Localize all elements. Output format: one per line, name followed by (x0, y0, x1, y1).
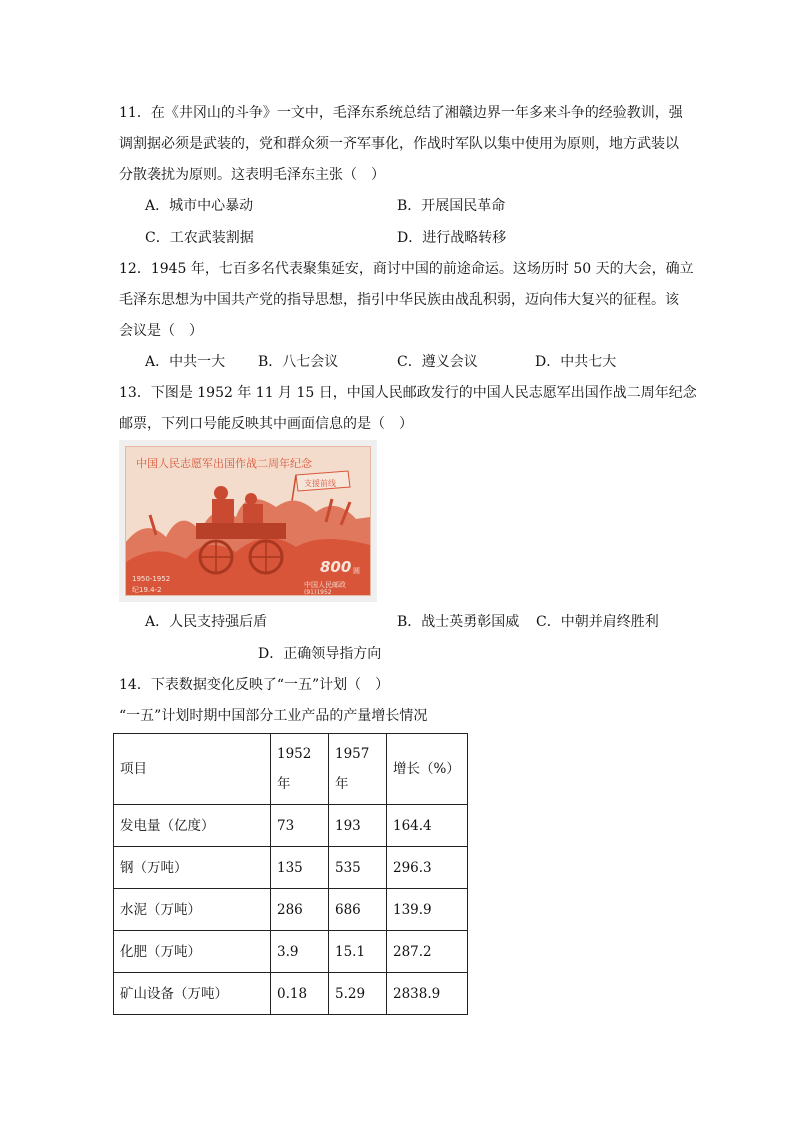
header-1957 (329, 734, 387, 805)
cell-growth: 287.2 (387, 931, 468, 973)
q11-option-a: A．城市中心暴动 (145, 198, 254, 214)
q14-table-title: “一五”计划时期中国部分工业产品的产量增长情况 (119, 708, 428, 724)
cell-growth: 164.4 (387, 805, 468, 847)
header-1952-unit: 年 (277, 776, 291, 792)
header-growth: 增长（%） (387, 734, 468, 805)
stamp-code-right: (91)1952 (304, 589, 332, 595)
q12-stem-line-2: 毛泽东思想为中国共产党的指导思想，指引中华民族由战乱积弱，迈向伟大复兴的征程。该 (119, 292, 679, 308)
production-table (113, 733, 468, 1015)
q12-option-c: C．遵义会议 (397, 354, 478, 370)
cell-1952: 3.9 (271, 931, 329, 973)
q14-stem: 14．下表数据变化反映了“一五”计划（ ） (119, 677, 390, 693)
q12-option-a: A．中共一大 (145, 354, 226, 370)
q12-stem-line-3: 会议是（ ） (119, 323, 203, 339)
header-1957-unit: 年 (335, 776, 349, 792)
table-row (114, 847, 468, 889)
stamp-country: 中国人民邮政 (304, 581, 346, 589)
commemorative-stamp-image (119, 440, 377, 602)
header-1952 (271, 734, 329, 805)
q11-option-c: C．工农武装割据 (145, 230, 254, 246)
q13-stem-line-1: 13．下图是 1952 年 11 月 15 日，中国人民邮政发行的中国人民志愿军出国作战二周年纪念 (119, 385, 697, 401)
stamp-banner: 支援前线 (304, 479, 336, 488)
q13-stem-line-2: 邮票，下列口号能反映其中画面信息的是（ ） (119, 416, 413, 432)
table-header-row (114, 734, 468, 805)
table-row (114, 931, 468, 973)
cell-item: 化肥（万吨） (114, 931, 271, 973)
q13-option-b: B．战士英勇彰国威 (397, 614, 520, 630)
cell-item: 矿山设备（万吨） (114, 973, 271, 1015)
cell-item: 发电量（亿度） (114, 805, 271, 847)
header-1957-year: 1957 (335, 746, 370, 762)
cell-1957: 193 (329, 805, 387, 847)
table-row (114, 805, 468, 847)
cell-growth: 139.9 (387, 889, 468, 931)
cell-1952: 73 (271, 805, 329, 847)
stamp-value-unit: 圆 (353, 567, 360, 575)
table-row (114, 889, 468, 931)
cell-growth: 2838.9 (387, 973, 468, 1015)
q13-option-a: A．人民支持强后盾 (145, 614, 268, 630)
q13-option-d: D．正确领导指方向 (258, 646, 382, 662)
stamp-code-left: 纪19.4-2 (132, 586, 162, 594)
q11-stem-line-3: 分散袭扰为原则。这表明毛泽东主张（ ） (119, 167, 385, 183)
table-row (114, 973, 468, 1015)
stamp-value: 800 (320, 558, 352, 576)
header-1952-year: 1952 (277, 746, 312, 762)
cell-growth: 296.3 (387, 847, 468, 889)
cell-item: 水泥（万吨） (114, 889, 271, 931)
cell-1957: 686 (329, 889, 387, 931)
cell-1957: 535 (329, 847, 387, 889)
stamp-title: 中国人民志愿军出国作战二周年纪念 (136, 457, 312, 470)
q12-option-d: D．中共七大 (535, 354, 617, 370)
q12-option-b: B．八七会议 (258, 354, 339, 370)
cell-1957: 5.29 (329, 973, 387, 1015)
cell-1952: 286 (271, 889, 329, 931)
cell-1952: 135 (271, 847, 329, 889)
q11-stem-line-1: 11．在《井冈山的斗争》一文中，毛泽东系统总结了湘赣边界一年多来斗争的经验教训，强 (119, 105, 683, 121)
cell-1952: 0.18 (271, 973, 329, 1015)
header-item: 项目 (114, 734, 271, 805)
q11-option-d: D．进行战略转移 (397, 230, 507, 246)
cell-item: 钢（万吨） (114, 847, 271, 889)
q12-stem-line-1: 12．1945 年，七百多名代表聚集延安，商讨中国的前途命运。这场历时 50 天的大会，确立 (119, 261, 694, 277)
cell-1957: 15.1 (329, 931, 387, 973)
stamp-years: 1950-1952 (132, 575, 171, 583)
q13-option-c: C．中朝并肩终胜利 (536, 614, 659, 630)
q11-option-b: B．开展国民革命 (397, 198, 506, 214)
q11-stem-line-2: 调割据必须是武装的，党和群众须一齐军事化，作战时军队以集中使用为原则，地方武装以 (119, 136, 679, 152)
